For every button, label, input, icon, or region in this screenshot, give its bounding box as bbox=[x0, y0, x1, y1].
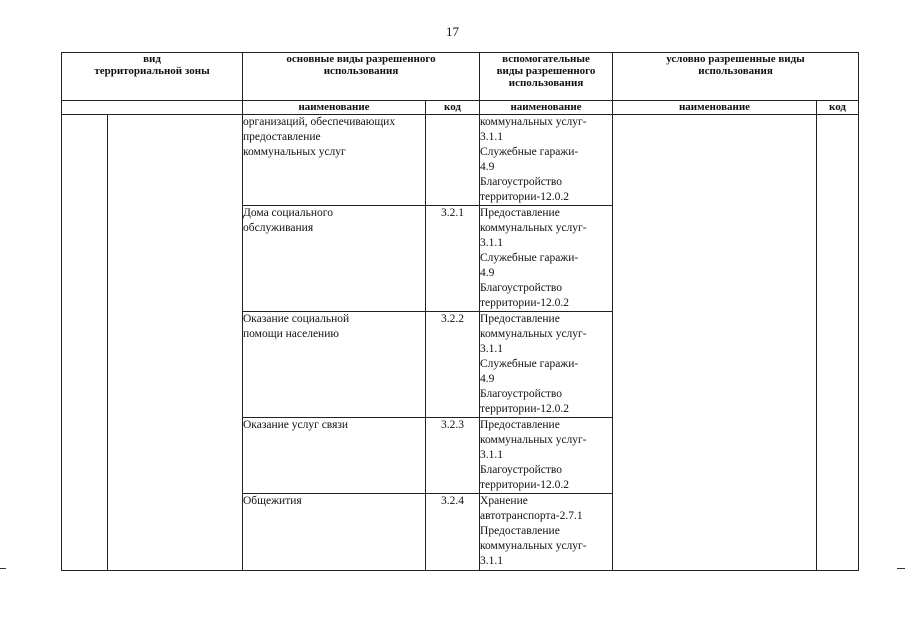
subheader-cond-code: код bbox=[817, 101, 859, 115]
cond-name-cell bbox=[613, 115, 817, 571]
right-edge-mark bbox=[897, 568, 905, 569]
header-main-uses: основные виды разрешенного использования bbox=[243, 53, 480, 101]
use-name-cell: Общежития bbox=[243, 494, 426, 571]
use-name-cell: Дома социального обслуживания bbox=[243, 206, 426, 312]
aux-uses-cell: Предоставление коммунальных услуг- 3.1.1 Благоустройство территории-12.0.2 bbox=[480, 418, 613, 494]
aux-uses-cell: коммунальных услуг- 3.1.1 Служебные гаражи- 4.9 Благоустройство территории-12.0.2 bbox=[480, 115, 613, 206]
use-code-cell bbox=[426, 115, 480, 206]
aux-uses-cell: Предоставление коммунальных услуг- 3.1.1 Служебные гаражи- 4.9 Благоустройство территории-12.0.2 bbox=[480, 206, 613, 312]
left-edge-mark bbox=[0, 568, 6, 569]
subheader-zone-empty bbox=[62, 101, 243, 115]
header-conditional-uses: условно разрешенные виды использования bbox=[613, 53, 859, 101]
zone-code-cell bbox=[62, 115, 108, 571]
page-number: 17 bbox=[446, 24, 459, 39]
use-name-cell: Оказание социальной помощи населению bbox=[243, 312, 426, 418]
zone-name-cell bbox=[108, 115, 243, 571]
subheader-aux-name: наименование bbox=[480, 101, 613, 115]
aux-uses-cell: Хранение автотранспорта-2.7.1 Предоставление коммунальных услуг- 3.1.1 bbox=[480, 494, 613, 571]
header-zone-type: вид территориальной зоны bbox=[62, 53, 243, 101]
subheader-main-name: наименование bbox=[243, 101, 426, 115]
subheader-main-code: код bbox=[426, 101, 480, 115]
use-name-cell: организаций, обеспечивающих предоставление коммунальных услуг bbox=[243, 115, 426, 206]
use-code-cell: 3.2.1 bbox=[426, 206, 480, 312]
zoning-table bbox=[61, 52, 859, 571]
cond-code-cell bbox=[817, 115, 859, 571]
use-code-cell: 3.2.3 bbox=[426, 418, 480, 494]
use-code-cell: 3.2.4 bbox=[426, 494, 480, 571]
subheader-cond-name: наименование bbox=[613, 101, 817, 115]
aux-uses-cell: Предоставление коммунальных услуг- 3.1.1 Служебные гаражи- 4.9 Благоустройство территории-12.0.2 bbox=[480, 312, 613, 418]
use-code-cell: 3.2.2 bbox=[426, 312, 480, 418]
header-aux-uses: вспомогательные виды разрешенного использования bbox=[480, 53, 613, 101]
table-row bbox=[62, 115, 859, 206]
use-name-cell: Оказание услуг связи bbox=[243, 418, 426, 494]
